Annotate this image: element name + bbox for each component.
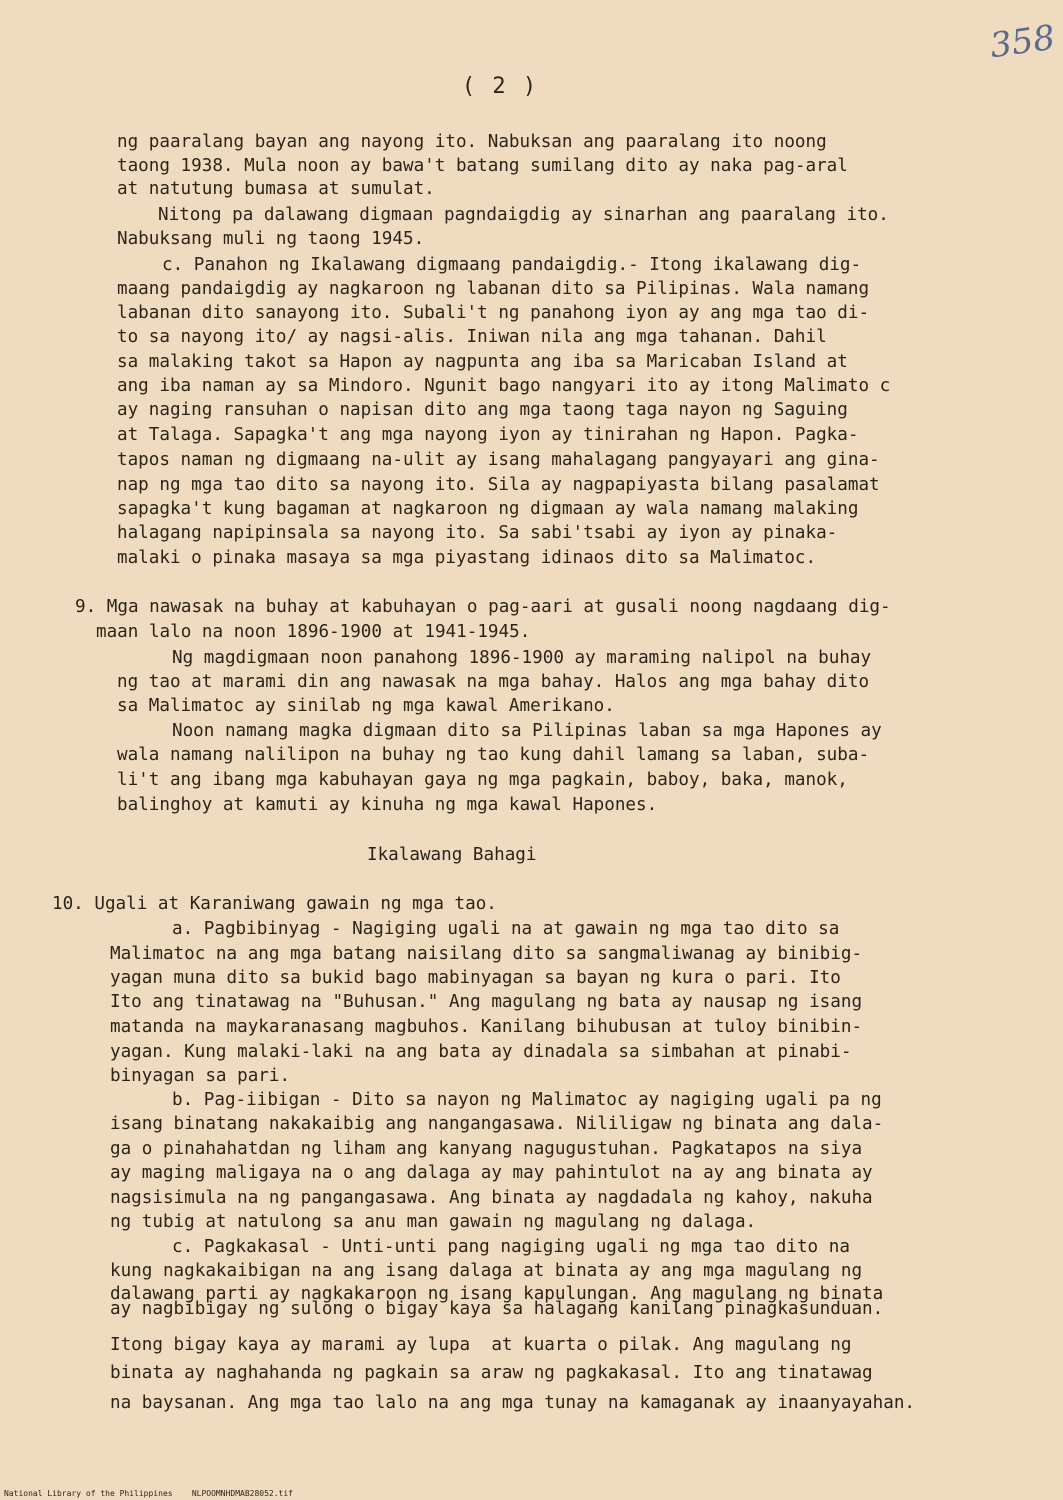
text-line: c. Pagkakasal - Unti-unti pang nagiging ugali ng mga tao dito na	[172, 1237, 850, 1257]
text-line: Nitong pa dalawang digmaan pagndaigdig ay sinarhan ang paaralang ito.	[158, 205, 889, 225]
text-line: nagsisimula na ng pangangasawa. Ang binata ay nagdadala ng kahoy, nakuha	[110, 1188, 873, 1208]
text-line: ay maging maligaya na o ang dalaga ay may pahintulot na ay ang binata ay	[110, 1163, 873, 1183]
text-line: sa Malimatoc ay sinilab ng mga kawal Amerikano.	[117, 696, 615, 716]
text-line: halagang napipinsala sa nayong ito. Sa sabi'tsabi ay iyon ay pinaka-	[117, 523, 838, 543]
text-line: balinghoy at kamuti ay kinuha ng mga kawal Hapones.	[117, 795, 658, 815]
text-line: ay nagbibigay ng sulong o bigay kaya sa halagang kanilang pinagkasunduan.	[110, 1299, 884, 1319]
text-line: binata ay naghahanda ng pagkain sa araw ng pagkakasal. Ito ang tinatawag	[110, 1363, 873, 1383]
text-line: Malimatoc na ang mga batang naisilang dito sa sangmaliwanag ay binibig-	[110, 944, 863, 964]
text-line: dalawang parti ay nagkakaroon ng isang kapulungan. Ang magulang ng binata	[110, 1284, 884, 1304]
text-line: to sa nayong ito/ ay nagsi-alis. Iniwan nila ang mga tahanan. Dahil	[117, 327, 827, 347]
text-line: wala namang nalilipon na buhay ng tao kung dahil lamang sa laban, suba-	[117, 745, 870, 765]
text-line: sa malaking takot sa Hapon ay nagpunta ang iba sa Maricaban Island at	[117, 352, 848, 372]
text-line: a. Pagbibinyag - Nagiging ugali na at gawain ng mga tao dito sa	[172, 919, 840, 939]
text-line: sapagka't kung bagaman at nagkaroon ng digmaan ay wala namang malaking	[117, 499, 859, 519]
text-line: matanda na maykaranasang magbuhos. Kanilang bihubusan at tuloy binibin-	[110, 1017, 863, 1037]
text-line: li't ang ibang mga kabuhayan gaya ng mga pagkain, baboy, baka, manok,	[117, 770, 848, 790]
text-line: ng tubig at natulong sa anu man gawain ng magulang ng dalaga.	[110, 1212, 757, 1232]
text-line: ay naging ransuhan o napisan dito ang mga taong taga nayon ng Saguing	[117, 400, 848, 420]
text-line: yagan. Kung malaki-laki na ang bata ay dinadala sa simbahan at pinabi-	[110, 1042, 852, 1062]
text-line: Nabuksang muli ng taong 1945.	[117, 229, 425, 249]
page-header: ( 2 )	[461, 74, 539, 99]
text-line: at Talaga. Sapagka't ang mga nayong iyon ay tinirahan ng Hapon. Pagka-	[117, 425, 859, 445]
text-line: b. Pag-iibigan - Dito sa nayon ng Malimatoc ay nagiging ugali pa ng	[172, 1090, 882, 1110]
text-line: maang pandaigdig ay nagkaroon ng labanan dito sa Pilipinas. Wala namang	[117, 279, 870, 299]
text-line: yagan muna dito sa bukid bago mabinyagan sa bayan ng kura o pari. Ito	[110, 968, 841, 988]
text-line: Itong bigay kaya ay marami ay lupa at kuarta o pilak. Ang magulang ng	[110, 1335, 852, 1355]
text-line: ang iba naman ay sa Mindoro. Ngunit bago nangyari ito ay itong Malimato c	[117, 376, 891, 396]
section-9-heading: 9. Mga nawasak na buhay at kabuhayan o pag-aari at gusali noong nagdaang dig-	[75, 597, 891, 617]
text-line: ng tao at marami din ang nawasak na mga bahay. Halos ang mga bahay dito	[117, 672, 870, 692]
page-number-mark: 358	[987, 17, 1058, 67]
text-line: c. Panahon ng Ikalawang digmaang pandaigdig.- Itong ikalawang dig-	[162, 255, 862, 275]
text-line: Noon namang magka digmaan dito sa Pilipinas laban sa mga Hapones ay	[172, 721, 882, 741]
text-line: binyagan sa pari.	[110, 1066, 291, 1086]
part-heading: Ikalawang Bahagi	[367, 845, 537, 865]
text-line: Ito ang tinatawag na "Buhusan." Ang magulang ng bata ay nausap ng isang	[110, 992, 863, 1012]
text-line: labanan dito sanayong ito. Subali't ng panahong iyon ay ang mga tao di-	[117, 303, 870, 323]
text-line: taong 1938. Mula noon ay bawa't batang sumilang dito ay naka pag-aral	[117, 156, 848, 176]
text-line: malaki o pinaka masaya sa mga piyastang idinaos dito sa Malimatoc.	[117, 548, 817, 568]
section-10-heading: 10. Ugali at Karaniwang gawain ng mga tao.	[52, 894, 497, 914]
text-line: isang binatang nakakaibig ang nangangasawa. Nililigaw ng binata ang dala-	[110, 1114, 884, 1134]
text-line: Ng magdigmaan noon panahong 1896-1900 ay maraming nalipol na buhay	[172, 648, 872, 668]
text-line: kung nagkakaibigan na ang isang dalaga at binata ay ang mga magulang ng	[110, 1261, 863, 1281]
text-line: ng paaralang bayan ang nayong ito. Nabuksan ang paaralang ito noong	[117, 132, 827, 152]
text-line: ga o pinahahatdan ng liham ang kanyang nagugustuhan. Pagkatapos na siya	[110, 1139, 863, 1159]
scan-footer: National Library of the Philippines NLPOOMNHDMAB28052.tif	[4, 1489, 293, 1498]
text-line: maan lalo na noon 1896-1900 at 1941-1945.	[96, 622, 531, 642]
text-line: na baysanan. Ang mga tao lalo na ang mga tunay na kamaganak ay inaanyayahan.	[110, 1393, 916, 1413]
text-line: at natutung bumasa at sumulat.	[117, 179, 435, 199]
text-line: tapos naman ng digmaang na-ulit ay isang mahalagang pangyayari ang gina-	[117, 450, 880, 470]
text-line: nap ng mga tao dito sa nayong ito. Sila ay nagpapiyasta bilang pasalamat	[117, 475, 880, 495]
